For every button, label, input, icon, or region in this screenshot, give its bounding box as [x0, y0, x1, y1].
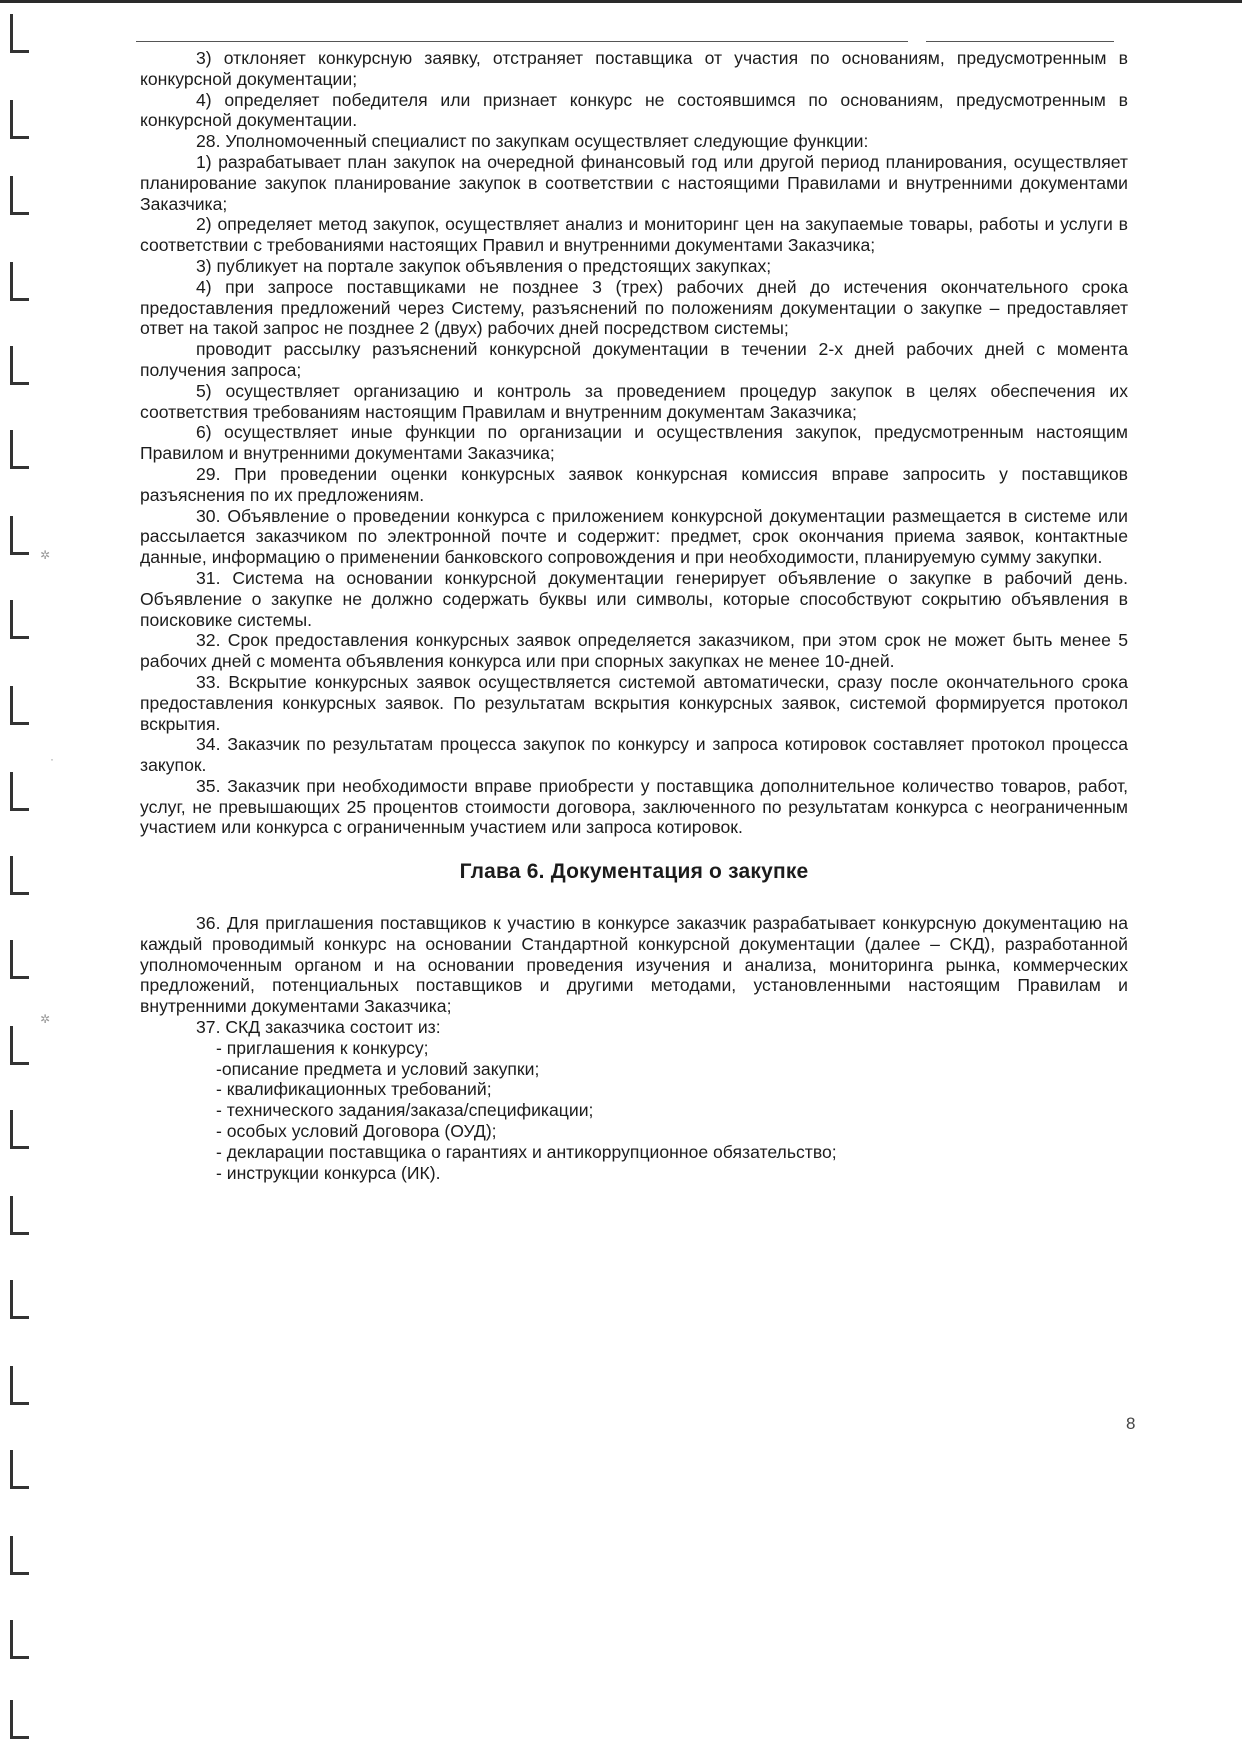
binding-hole [10, 346, 29, 385]
binding-hole [10, 516, 29, 555]
paragraph-28-3: 3) публикует на портале закупок объявления о предстоящих закупках; [196, 255, 772, 276]
paragraph-31: 31. Система на основании конкурсной документации генерирует объявление о закупке в рабочий день. Объявление о закупке не должно содержать буквы или символы, которые способствуют сокрытию объявления в поисковике системы. [140, 567, 1128, 630]
paragraph-28-4: 4) при запросе поставщиками не позднее 3 (трех) рабочих дней до истечения окончательного срока предоставления предложений через Систему, разъяснений по положениям документации о закупке – предоставляет ответ на такой запрос не позднее 2 (двух) рабочих дней посредством системы; [140, 276, 1128, 339]
list-item: - квалификационных требований; [216, 1079, 492, 1100]
list-item: - технического задания/заказа/спецификации; [216, 1100, 594, 1121]
paragraph-28-5: 5) осуществляет организацию и контроль за проведением процедур закупок в целях обеспечения их соответствия требованиям настоящим Правилам и внутренним документам Заказчика; [140, 380, 1128, 422]
paragraph-28-6: 6) осуществляет иные функции по организации и осуществления закупок, предусмотренным настоящим Правилом и внутренними документами Заказчика; [140, 422, 1128, 464]
list-item: - приглашения к конкурсу; [216, 1037, 429, 1058]
binding-hole [10, 262, 29, 301]
binding-hole [10, 686, 29, 725]
binding-hole [10, 1196, 29, 1235]
paragraph-27-3: 3) отклоняет конкурсную заявку, отстраняет поставщика от участия по основаниям, предусмотренным в конкурсной документации; [140, 48, 1128, 89]
header-rule-short [926, 41, 1114, 42]
scan-speck: ✲ [40, 1012, 51, 1026]
paragraph-37: 37. СКД заказчика состоит из: [196, 1017, 441, 1038]
binding-holes-strip [0, 0, 40, 1753]
list-item: - инструкции конкурса (ИК). [216, 1162, 441, 1183]
paragraph-28: 28. Уполномоченный специалист по закупкам осуществляет следующие функции: [196, 131, 869, 152]
paragraph-36: 36. Для приглашения поставщиков к участию в конкурсе заказчик разрабатывает конкурсную документацию на каждый проводимый конкурс на основании Стандартной конкурсной документации (далее – СКД), разработанной уполномоченным органом и на основании проведения изучения и анализа, мониторинга рынка, коммерческих предложений, потенциальных поставщиков и другими методами, установленными настоящим Правилам и внутренними документами Заказчика; [140, 913, 1128, 1017]
paragraph-33: 33. Вскрытие конкурсных заявок осуществляется системой автоматически, сразу после окончательного срока предоставления конкурсных заявок. По результатам вскрытия конкурсных заявок, системой формируется протокол вскрытия. [140, 671, 1128, 734]
binding-hole [10, 176, 29, 215]
scan-speck: ✲ [40, 548, 51, 562]
paragraph-32: 32. Срок предоставления конкурсных заявок определяется заказчиком, при этом срок не может быть менее 5 рабочих дней с момента объявления конкурса или при спорных закупках не менее 10-дней. [140, 630, 1128, 672]
list-item: - декларации поставщика о гарантиях и антикоррупционное обязательство; [216, 1141, 837, 1162]
binding-hole [10, 1280, 29, 1319]
binding-hole [10, 1620, 29, 1659]
binding-hole [10, 1536, 29, 1575]
binding-hole [10, 772, 29, 811]
binding-hole [10, 1450, 29, 1489]
binding-hole [10, 1026, 29, 1065]
binding-hole [10, 1700, 29, 1739]
paragraph-35: 35. Заказчик при необходимости вправе приобрести у поставщика дополнительное количество товаров, работ, услуг, не превышающих 25 процентов стоимости договора, заключенного по результатам конкурса с неограниченным участием или конкурса с ограниченным участием или запроса котировок. [140, 775, 1128, 838]
scan-top-border [0, 0, 1242, 3]
binding-hole [10, 1110, 29, 1149]
paragraph-29: 29. При проведении оценки конкурсных заявок конкурсная комиссия вправе запросить у поставщиков разъяснения по их предложениям. [140, 463, 1128, 505]
binding-hole [10, 100, 29, 139]
list-item: -описание предмета и условий закупки; [216, 1058, 540, 1079]
paragraph-30: 30. Объявление о проведении конкурса с приложением конкурсной документации размещается в системе или рассылается заказчиком по электронной почте и содержит: предмет, срок окончания приема заявок, контактные данные, информацию о применении банковского сопровождения и при необходимости, планируемую сумму закупки. [140, 505, 1128, 568]
chapter-title: Глава 6. Документация о закупке [459, 860, 809, 884]
paragraph-28-2: 2) определяет метод закупок, осуществляет анализ и мониторинг цен на закупаемые товары, работы и услуги в соответствии с требованиями настоящих Правил и внутренними документами Заказчика; [140, 214, 1128, 256]
paragraph-27-4: 4) определяет победителя или признает конкурс не состоявшимся по основаниям, предусмотренным в конкурсной документации. [140, 89, 1128, 131]
binding-hole [10, 430, 29, 469]
paragraph-34: 34. Заказчик по результатам процесса закупок по конкурсу и запроса котировок составляет протокол процесса закупок. [140, 734, 1128, 776]
binding-hole [10, 856, 29, 895]
page-number: 8 [1126, 1414, 1136, 1433]
document-body [140, 48, 1128, 1183]
paragraph-28-1: 1) разрабатывает план закупок на очередной финансовый год или другой период планирования, осуществляет планирование закупок планирование закупок в соответствии с настоящими Правилами и внутренними документами Заказчика; [140, 151, 1128, 214]
binding-hole [10, 940, 29, 979]
binding-hole [10, 14, 29, 53]
binding-hole [10, 1366, 29, 1405]
paragraph-28-4-cont: проводит рассылку разъяснений конкурсной документации в течении 2-х дней рабочих дней с момента получения запроса; [140, 339, 1128, 380]
header-rule [136, 41, 908, 42]
list-item: - особых условий Договора (ОУД); [216, 1121, 497, 1142]
binding-hole [10, 600, 29, 639]
scan-speck: · [50, 752, 54, 766]
